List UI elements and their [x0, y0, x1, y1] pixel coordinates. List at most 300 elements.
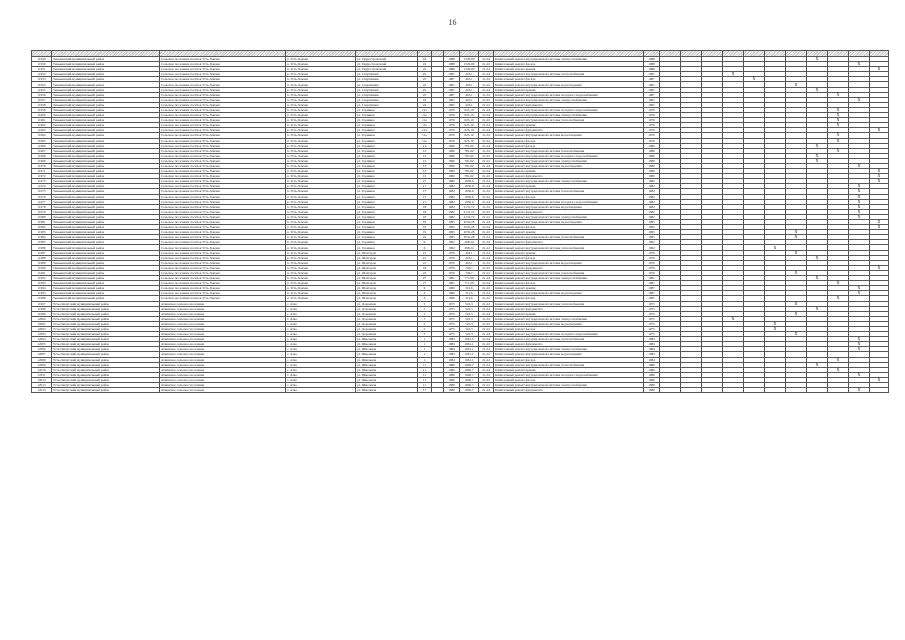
- table-cell: п. Усть-Хакчан: [286, 204, 356, 209]
- table-cell: Аткинское сельское поселение: [160, 357, 286, 362]
- table-cell: п. Усть-Хакчан: [286, 230, 356, 235]
- table-cell: 17: [418, 199, 432, 204]
- table-cell: Капитальный ремонт фасада: [494, 281, 644, 286]
- table-cell: 11952: [32, 72, 52, 77]
- table-cell: Тенькинский муниципальный район: [52, 163, 160, 168]
- table-cell: 6: [418, 240, 432, 245]
- table-cell: 12002: [32, 326, 52, 331]
- table-cell: Капитальный ремонт внутридомовой системы теплоснабжения: [494, 337, 644, 342]
- table-cell: 625,10: [460, 133, 479, 138]
- table-cell: ул. Гидростроителей: [356, 62, 418, 67]
- table-cell: 1995: [644, 225, 660, 230]
- table-cell: ул. Спортивная: [356, 77, 418, 82]
- table-cell: 1979: [444, 270, 460, 275]
- work-year-mark-cell: X: [870, 225, 889, 230]
- table-cell: Тенькинский муниципальный район: [52, 270, 160, 275]
- work-year-mark-cell: [807, 388, 828, 393]
- table-cell: 298,24: [460, 240, 479, 245]
- table-cell: Капитальный ремонт внутридомовой системы электроснабжения: [494, 316, 644, 321]
- table-cell: Тенькинский муниципальный район: [52, 82, 160, 87]
- table-cell: ул. Шахтеров: [356, 265, 418, 270]
- table-cell: Сельское поселение посёлок Усть-Хакчан: [160, 163, 286, 168]
- table-cell: 11951: [32, 67, 52, 72]
- table-cell: Тенькинский муниципальный район: [52, 92, 160, 97]
- table-cell: 1980: [644, 383, 660, 388]
- work-year-mark-cell: X: [807, 255, 828, 260]
- table-cell: Аткинское сельское поселение: [160, 367, 286, 372]
- table-cell: 1980: [644, 169, 660, 174]
- table-cell: Усть-Омчугский муниципальный район: [52, 326, 160, 331]
- table-cell: 2032,28: [460, 225, 479, 230]
- table-cell: 19: [418, 230, 432, 235]
- table-cell: 1987: [644, 296, 660, 301]
- table-cell: 21,24: [479, 352, 494, 357]
- table-cell: 1970: [644, 255, 660, 260]
- work-year-mark-cell: X: [828, 107, 849, 112]
- table-cell: 1980: [444, 362, 460, 367]
- table-cell: Капитальный ремонт фундамента: [494, 306, 644, 311]
- table-cell: 781,62: [460, 158, 479, 163]
- table-cell: Капитальный ремонт крыши: [494, 169, 644, 174]
- table-cell: 1982: [644, 214, 660, 219]
- table-cell: п. Усть-Хакчан: [286, 276, 356, 281]
- table-cell: Капитальный ремонт внутридомовой системы электроснабжения: [494, 347, 644, 352]
- table-cell: Тенькинский муниципальный район: [52, 158, 160, 163]
- table-cell: Капитальный ремонт внутридомовой системы теплоснабжения: [494, 235, 644, 240]
- table-cell: 1995: [444, 230, 460, 235]
- table-cell: Капитальный ремонт фасада: [494, 377, 644, 382]
- table-cell: 21,24: [479, 133, 494, 138]
- table-cell: Капитальный ремонт внутридомовой системы холодного водоснабжения: [494, 107, 644, 112]
- table-cell: 12012: [32, 377, 52, 382]
- table-cell: 17: [418, 184, 432, 189]
- table-cell: 21,24: [479, 321, 494, 326]
- table-cell: Капитальный ремонт крыши: [494, 67, 644, 72]
- table-cell: Аткинское сельское поселение: [160, 306, 286, 311]
- table-cell: 11998: [32, 306, 52, 311]
- table-cell: ул. Горняков: [356, 143, 418, 148]
- table-cell: 11982: [32, 225, 52, 230]
- table-cell: 21: [418, 260, 432, 265]
- table-cell: 522,3: [460, 306, 479, 311]
- table-cell: 1967: [644, 102, 660, 107]
- table-cell: 6: [418, 245, 432, 250]
- table-cell: ул. Горняков: [356, 230, 418, 235]
- table-cell: 21,24: [479, 250, 494, 255]
- table-cell: 1960: [444, 143, 460, 148]
- table-cell: 21,24: [479, 225, 494, 230]
- table-cell: 11971: [32, 169, 52, 174]
- work-year-mark-cell: X: [765, 326, 786, 331]
- table-cell: Тенькинский муниципальный район: [52, 291, 160, 296]
- table-cell: 11984: [32, 235, 52, 240]
- table-cell: Сельское поселение посёлок Усть-Хакчан: [160, 240, 286, 245]
- table-cell: Усть-Омчугский муниципальный район: [52, 352, 160, 357]
- table-cell: Капитальный ремонт внутридомовой системы электроснабжения: [494, 57, 644, 62]
- work-year-mark-cell: X: [828, 296, 849, 301]
- table-cell: 1988: [644, 57, 660, 62]
- work-year-mark-cell: X: [786, 82, 807, 87]
- table-cell: ул. Дорожная: [356, 301, 418, 306]
- table-cell: ул. Шахтеров: [356, 250, 418, 255]
- table-cell: 11965: [32, 138, 52, 143]
- table-cell: 21,24: [479, 77, 494, 82]
- table-cell: 781,62: [460, 174, 479, 179]
- table-cell: 21,24: [479, 194, 494, 199]
- work-year-mark-cell: X: [828, 133, 849, 138]
- table-cell: 781,62: [460, 163, 479, 168]
- table-cell: Сельское поселение посёлок Усть-Хакчан: [160, 92, 286, 97]
- table-cell: Тенькинский муниципальный район: [52, 199, 160, 204]
- table-cell: 1982: [444, 179, 460, 184]
- table-cell: ул. Горняков: [356, 107, 418, 112]
- table-cell: 1960: [444, 296, 460, 301]
- table-cell: п. Усть-Хакчан: [286, 128, 356, 133]
- table-cell: ул. Шахтеров: [356, 255, 418, 260]
- table-cell: 21,24: [479, 326, 494, 331]
- table-cell: 1980: [444, 383, 460, 388]
- table-cell: Капитальный ремонт внутридомовой системы холодного водоснабжения: [494, 92, 644, 97]
- page-number: 16: [448, 18, 457, 27]
- table-cell: Капитальный ремонт фундамента: [494, 240, 644, 245]
- table-cell: с. Аткa: [286, 326, 356, 331]
- table-cell: 1979: [444, 265, 460, 270]
- table-cell: Сельское поселение посёлок Усть-Хакчан: [160, 265, 286, 270]
- table-cell: Усть-Омчугский муниципальный район: [52, 347, 160, 352]
- table-cell: 1984: [644, 347, 660, 352]
- work-year-mark-cell: X: [807, 158, 828, 163]
- table-cell: Тенькинский муниципальный район: [52, 230, 160, 235]
- table-cell: 625,10: [460, 123, 479, 128]
- table-cell: Сельское поселение посёлок Усть-Хакчан: [160, 87, 286, 92]
- table-cell: ул. Горняков: [356, 123, 418, 128]
- table-cell: 21,24: [479, 97, 494, 102]
- table-cell: 11а: [418, 138, 432, 143]
- table-cell: Аткинское сельское поселение: [160, 301, 286, 306]
- work-year-mark-cell: X: [828, 92, 849, 97]
- table-cell: 12009: [32, 362, 52, 367]
- table-cell: 1970: [644, 113, 660, 118]
- table-cell: Тенькинский муниципальный район: [52, 179, 160, 184]
- table-cell: 443,1: [460, 87, 479, 92]
- table-cell: Тенькинский муниципальный район: [52, 250, 160, 255]
- table-cell: 1982: [644, 184, 660, 189]
- table-cell: 11979: [32, 209, 52, 214]
- table-cell: 1960: [444, 148, 460, 153]
- table-cell: 312,6: [460, 291, 479, 296]
- table-cell: 1988: [444, 57, 460, 62]
- table-cell: 1970: [444, 118, 460, 123]
- table-cell: ул. Горняков: [356, 158, 418, 163]
- table-cell: 11а: [418, 107, 432, 112]
- table-cell: 1975: [444, 301, 460, 306]
- table-cell: Сельское поселение посёлок Усть-Хакчан: [160, 199, 286, 204]
- table-cell: Тенькинский муниципальный район: [52, 276, 160, 281]
- table-cell: Усть-Омчугский муниципальный район: [52, 357, 160, 362]
- table-cell: Тенькинский муниципальный район: [52, 260, 160, 265]
- table-cell: 625,10: [460, 107, 479, 112]
- table-cell: п. Усть-Хакчан: [286, 67, 356, 72]
- table-cell: Сельское поселение посёлок Усть-Хакчан: [160, 82, 286, 87]
- table-cell: Тенькинский муниципальный район: [52, 62, 160, 67]
- table-cell: Капитальный ремонт внутридомовой системы электроснабжения: [494, 179, 644, 184]
- table-cell: Тенькинский муниципальный район: [52, 57, 160, 62]
- table-cell: Сельское поселение посёлок Усть-Хакчан: [160, 276, 286, 281]
- table-cell: 1975: [644, 332, 660, 337]
- table-cell: с. Аткa: [286, 357, 356, 362]
- table-cell: 1987: [644, 291, 660, 296]
- table-cell: 11997: [32, 301, 52, 306]
- table-cell: 1975: [444, 326, 460, 331]
- table-cell: 17: [418, 179, 432, 184]
- table-cell: п. Усть-Хакчан: [286, 133, 356, 138]
- table-cell: Капитальный ремонт внутридомовой системы электроснабжения: [494, 113, 644, 118]
- table-cell: Аткинское сельское поселение: [160, 377, 286, 382]
- work-year-mark-cell: X: [828, 281, 849, 286]
- table-cell: 21,24: [479, 270, 494, 275]
- table-cell: Капитальный ремонт фасада: [494, 296, 644, 301]
- table-cell: 1981: [444, 281, 460, 286]
- table-cell: Капитальный ремонт внутридомовой системы водоотведения: [494, 321, 644, 326]
- table-cell: 1960: [444, 286, 460, 291]
- table-cell: 771,90: [460, 281, 479, 286]
- table-cell: 522,3: [460, 321, 479, 326]
- table-cell: 1980: [444, 377, 460, 382]
- table-cell: 11985: [32, 240, 52, 245]
- table-cell: 21,24: [479, 67, 494, 72]
- table-cell: Сельское поселение посёлок Усть-Хакчан: [160, 158, 286, 163]
- table-cell: Тенькинский муниципальный район: [52, 214, 160, 219]
- work-year-mark-cell: X: [723, 72, 744, 77]
- table-cell: 21,24: [479, 87, 494, 92]
- table-cell: 1962: [444, 245, 460, 250]
- work-year-mark-cell: X: [849, 97, 870, 102]
- table-cell: Сельское поселение посёлок Усть-Хакчан: [160, 143, 286, 148]
- table-cell: 522,3: [460, 316, 479, 321]
- table-cell: Тенькинский муниципальный район: [52, 240, 160, 245]
- table-cell: Капитальный ремонт внутридомовой системы теплоснабжения: [494, 148, 644, 153]
- table-cell: 11955: [32, 87, 52, 92]
- table-cell: 21,24: [479, 57, 494, 62]
- table-cell: ул. Шахтеров: [356, 276, 418, 281]
- table-cell: ул. Школьная: [356, 337, 418, 342]
- table-cell: 21,24: [479, 148, 494, 153]
- table-cell: Капитальный ремонт внутридомовой системы электроснабжения: [494, 276, 644, 281]
- table-cell: 21,24: [479, 301, 494, 306]
- table-cell: 522,3: [460, 301, 479, 306]
- work-year-mark-cell: X: [849, 342, 870, 347]
- table-cell: 1988: [444, 62, 460, 67]
- table-cell: 19: [418, 225, 432, 230]
- table-cell: Аткинское сельское поселение: [160, 321, 286, 326]
- table-cell: 21,24: [479, 245, 494, 250]
- table-cell: ул. Шахтеров: [356, 281, 418, 286]
- table-cell: с. Аткa: [286, 306, 356, 311]
- work-year-mark-cell: [786, 388, 807, 393]
- table-cell: 18: [418, 209, 432, 214]
- table-cell: 1975: [644, 301, 660, 306]
- table-cell: Капитальный ремонт внутридомовой системы теплоснабжения: [494, 270, 644, 275]
- table-cell: 1980: [644, 143, 660, 148]
- table-cell: 1661,1: [460, 347, 479, 352]
- table-cell: Капитальный ремонт фасада: [494, 357, 644, 362]
- table-cell: 1970: [644, 133, 660, 138]
- table-cell: ул. Горняков: [356, 148, 418, 153]
- table-cell: Сельское поселение посёлок Усть-Хакчан: [160, 123, 286, 128]
- table-cell: п. Усть-Хакчан: [286, 225, 356, 230]
- table-cell: 443,1: [460, 77, 479, 82]
- table-cell: 21,24: [479, 184, 494, 189]
- table-cell: п. Усть-Хакчан: [286, 255, 356, 260]
- table-cell: п. Усть-Хакчан: [286, 153, 356, 158]
- work-year-mark-cell: X: [786, 301, 807, 306]
- table-cell: 21,24: [479, 306, 494, 311]
- table-cell: Усть-Омчугский муниципальный район: [52, 388, 160, 393]
- table-cell: 625,10: [460, 113, 479, 118]
- table-cell: 21,24: [479, 113, 494, 118]
- table-cell: Тенькинский муниципальный район: [52, 189, 160, 194]
- table-cell: ул. Горняков: [356, 118, 418, 123]
- table-cell: 1656,6: [460, 189, 479, 194]
- table-cell: Сельское поселение посёлок Усть-Хакчан: [160, 138, 286, 143]
- table-cell: 1984: [444, 342, 460, 347]
- table-cell: 1987: [644, 286, 660, 291]
- table-cell: ул. Школьная: [356, 362, 418, 367]
- table-cell: Аткинское сельское поселение: [160, 316, 286, 321]
- table-cell: 21,24: [479, 220, 494, 225]
- work-year-mark-cell: X: [807, 87, 828, 92]
- table-cell: Тенькинский муниципальный район: [52, 143, 160, 148]
- table-cell: ул. Горняков: [356, 138, 418, 143]
- table-cell: 21,24: [479, 143, 494, 148]
- table-cell: 11: [418, 383, 432, 388]
- work-year-mark-cell: [702, 388, 723, 393]
- table-cell: 11а: [418, 118, 432, 123]
- table-cell: Тенькинский муниципальный район: [52, 118, 160, 123]
- table-cell: Капитальный ремонт фасада: [494, 194, 644, 199]
- table-cell: Сельское поселение посёлок Усть-Хакчан: [160, 225, 286, 230]
- table-cell: 21: [418, 250, 432, 255]
- table-cell: 1960: [444, 153, 460, 158]
- table-cell: Капитальный ремонт внутридомовой системы холодного водоснабжения: [494, 332, 644, 337]
- table-cell: 1980: [444, 372, 460, 377]
- table-cell: 781,62: [460, 143, 479, 148]
- table-cell: Капитальный ремонт фундамента: [494, 174, 644, 179]
- table-cell: 1606,7: [460, 362, 479, 367]
- table-cell: Капитальный ремонт внутридомовой системы водоотведения: [494, 82, 644, 87]
- table-cell: Тенькинский муниципальный район: [52, 245, 160, 250]
- table-cell: 11987: [32, 250, 52, 255]
- table-cell: п. Усть-Хакчан: [286, 270, 356, 275]
- table-cell: ул. Шахтеров: [356, 286, 418, 291]
- table-cell: 5: [418, 332, 432, 337]
- table-cell: Тенькинский муниципальный район: [52, 123, 160, 128]
- table-cell: 21,24: [479, 82, 494, 87]
- table-cell: 1320,00: [460, 57, 479, 62]
- table-cell: Сельское поселение посёлок Усть-Хакчан: [160, 250, 286, 255]
- table-cell: 12001: [32, 321, 52, 326]
- table-cell: ул. Спортивная: [356, 87, 418, 92]
- table-cell: с. Аткa: [286, 332, 356, 337]
- table-cell: Сельское поселение посёлок Усть-Хакчан: [160, 235, 286, 240]
- table-cell: 1: [418, 347, 432, 352]
- table-cell: 21,24: [479, 281, 494, 286]
- table-cell: п. Усть-Хакчан: [286, 62, 356, 67]
- table-cell: п. Усть-Хакчан: [286, 250, 356, 255]
- table-cell: Тенькинский муниципальный район: [52, 225, 160, 230]
- table-cell: Сельское поселение посёлок Усть-Хакчан: [160, 184, 286, 189]
- table-cell: 21,24: [479, 240, 494, 245]
- table-cell: Сельское поселение посёлок Усть-Хакчан: [160, 291, 286, 296]
- table-cell: 5: [418, 321, 432, 326]
- table-cell: ул. Дорожная: [356, 316, 418, 321]
- table-cell: 1980: [644, 153, 660, 158]
- table-cell: Капитальный ремонт фундамента: [494, 388, 644, 393]
- table-cell: 2032,28: [460, 220, 479, 225]
- table-cell: Аткинское сельское поселение: [160, 342, 286, 347]
- table-cell: 1984: [644, 357, 660, 362]
- table-cell: 21,24: [479, 255, 494, 260]
- table-cell: 443,1: [460, 92, 479, 97]
- work-year-mark-cell: [681, 388, 702, 393]
- table-cell: 5: [418, 306, 432, 311]
- work-year-mark-cell: X: [849, 286, 870, 291]
- work-year-mark-cell: X: [807, 306, 828, 311]
- table-cell: 11а: [418, 113, 432, 118]
- table-cell: 1984: [444, 357, 460, 362]
- table-cell: 1984: [644, 352, 660, 357]
- table-cell: с. Аткa: [286, 321, 356, 326]
- table-cell: Аткинское сельское поселение: [160, 352, 286, 357]
- table-cell: 21,24: [479, 347, 494, 352]
- table-cell: п. Усть-Хакчан: [286, 179, 356, 184]
- table-cell: [432, 388, 444, 393]
- table-cell: ул. Спортивная: [356, 92, 418, 97]
- table-cell: 23: [418, 265, 432, 270]
- table-cell: 443,1: [460, 72, 479, 77]
- work-year-mark-cell: X: [765, 245, 786, 250]
- table-cell: 5: [418, 316, 432, 321]
- table-cell: 443,1: [460, 250, 479, 255]
- table-cell: 1970: [444, 113, 460, 118]
- work-year-mark-cell: X: [870, 220, 889, 225]
- table-cell: 625,10: [460, 118, 479, 123]
- table-cell: Капитальный ремонт внутридомовой системы электроснабжения: [494, 97, 644, 102]
- table-cell: 11967: [32, 148, 52, 153]
- table-cell: 443,1: [460, 82, 479, 87]
- table-cell: Сельское поселение посёлок Усть-Хакчан: [160, 77, 286, 82]
- table-cell: 18: [418, 204, 432, 209]
- table-cell: 1960: [444, 163, 460, 168]
- table-cell: 21,24: [479, 332, 494, 337]
- table-row: [32, 388, 889, 393]
- table-cell: 11990: [32, 265, 52, 270]
- table-cell: 1982: [444, 189, 460, 194]
- table-cell: Тенькинский муниципальный район: [52, 113, 160, 118]
- table-cell: 298,24: [460, 245, 479, 250]
- work-year-mark-cell: X: [849, 199, 870, 204]
- table-cell: 312,6: [460, 296, 479, 301]
- table-cell: 1320,00: [460, 67, 479, 72]
- table-cell: Сельское поселение посёлок Усть-Хакчан: [160, 230, 286, 235]
- table-cell: 1606,7: [460, 367, 479, 372]
- table-cell: ул. Горняков: [356, 133, 418, 138]
- table-cell: 11983: [32, 230, 52, 235]
- table-cell: 21,24: [479, 311, 494, 316]
- table-cell: с. Аткa: [286, 342, 356, 347]
- table-cell: 24: [418, 57, 432, 62]
- table-cell: 21,24: [479, 337, 494, 342]
